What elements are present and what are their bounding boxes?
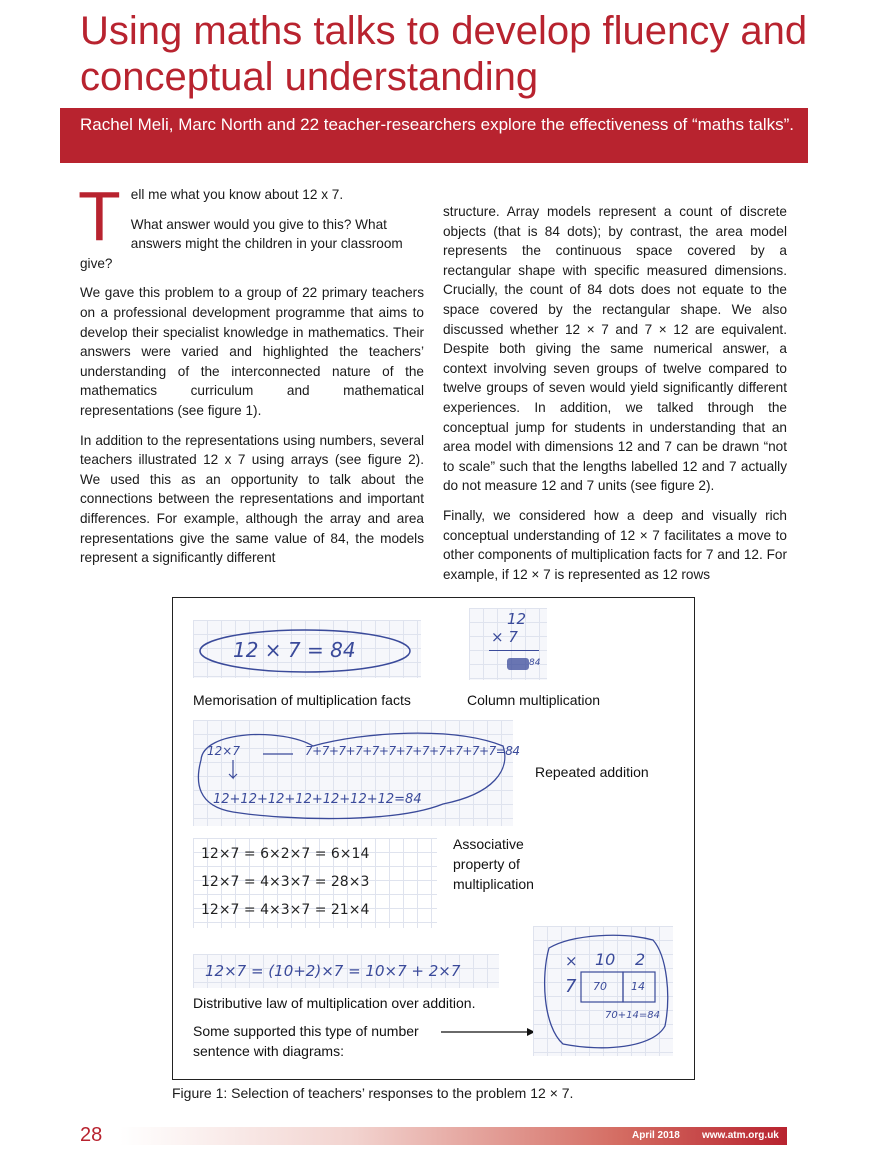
paragraph: structure. Array models represent a count of discrete objects (that is 84 dots); by contrast, the area model represents the continuous space covered by a rectangular shape with specific measured dimensions. Crucially, the count of 84 dots does not equate to the space covered by the rectangular shape. We also discussed whether 12 × 7 and 7 × 12 are equivalent. Despite both giving the same numerical answer, a context involving seven groups of twelve compared to twelve groups of seven would yield significantly different experiences. In addition, we talked through the conceptual jump for students in understanding that an area model with dimensions 12 and 7 can be drawn “not to scale” such that the lengths labelled 12 and 7 actually do not measure 12 and 7 units (see figure 2). [443, 204, 787, 494]
handwritten-assoc-1: 12×7 = 6×2×7 = 6×14 [201, 846, 370, 862]
area-header-10: 10 [595, 950, 616, 969]
left-column [78, 177, 424, 578]
page-number: 28 [80, 1124, 103, 1146]
label-column: Column multiplication [467, 692, 601, 708]
label-associative: Associative property of multiplication [453, 836, 534, 892]
standfirst-text: Rachel Meli, Marc North and 22 teacher-researchers explore the effectiveness of “maths talks”. [80, 115, 794, 134]
handwritten-repeated-twelves: 12+12+12+12+12+12+12=84 [213, 792, 422, 807]
footer-date: April 2018 [632, 1130, 680, 1141]
label-repeated: Repeated addition [535, 764, 649, 780]
label-memorisation: Memorisation of multiplication facts [193, 692, 411, 708]
distributive-sample [193, 954, 499, 988]
handwritten-repeated-sevens: 7+7+7+7+7+7+7+7+7+7+7+7=84 [305, 744, 520, 758]
arrow-right-icon [439, 1026, 539, 1038]
area-cell-14: 14 [631, 980, 645, 993]
paragraph: Finally, we considered how a deep and visually rich conceptual understanding of 12 × 7 facilitates a move to other components of multiplication facts for 7 and 12. For example, if 12 × 7 is represented as 12 rows [443, 507, 787, 582]
standfirst-banner [60, 108, 808, 163]
repeated-addition-sample [193, 720, 520, 826]
area-sum: 70+14=84 [605, 1010, 660, 1021]
paragraph: In addition to the representations using numbers, several teachers illustrated 12 x 7 using arrays (see figure 2). We used this as an opportunity to talk about the connections between the representations and important differences. For example, although the array and area representations give the same value of 84, the models represent a significantly different [80, 432, 424, 566]
handwritten-column-top: 12 [507, 610, 527, 628]
label-distributive: Distributive law of multiplication over addition. [193, 995, 476, 1011]
column-scribble [507, 658, 529, 670]
handwritten-column-result: 84 [529, 658, 541, 668]
handwritten-column-mid: × 7 [491, 628, 518, 646]
area-header-x: × [565, 952, 578, 970]
paragraph: We gave this problem to a group of 22 primary teachers on a professional development programme that aims to develop their specialist knowledge in mathematics. Their answers were varied and highlighted the teachers’ understanding of the interconnected nature of the mathematics curriculum and mathematical representations (see figure 1). [80, 285, 424, 418]
article-title: Using maths talks to develop fluency and conceptual understanding [80, 9, 808, 99]
column-underline [489, 650, 539, 651]
figure-1 [172, 597, 695, 1080]
paragraph: What answer would you give to this? What answers might the children in your classroom give? [80, 216, 403, 271]
footer-url[interactable]: www.atm.org.uk [702, 1130, 779, 1141]
handwritten-repeated-start: 12×7 [207, 744, 240, 758]
footer-bar [120, 1127, 787, 1145]
handwritten-assoc-3: 12×7 = 4×3×7 = 21×4 [201, 902, 370, 918]
area-header-2: 2 [635, 950, 646, 969]
handwritten-assoc-2: 12×7 = 4×3×7 = 28×3 [201, 874, 370, 890]
right-column [443, 202, 787, 594]
cloud-scribble-icon [193, 720, 513, 826]
column-sample [469, 608, 547, 680]
figure-caption: Figure 1: Selection of teachers’ responses to the problem 12 × 7. [172, 1085, 574, 1101]
handwritten-memorised: 12 × 7 = 84 [233, 638, 356, 662]
area-side-7: 7 [565, 976, 577, 997]
handwritten-distributive: 12×7 = (10+2)×7 = 10×7 + 2×7 [205, 962, 461, 980]
area-model-sample [533, 926, 673, 1056]
memorisation-sample [193, 620, 421, 678]
drop-cap: T [78, 177, 121, 255]
area-cell-70: 70 [593, 980, 607, 993]
label-supported: Some supported this type of number sentence with diagrams: [193, 1023, 419, 1059]
paragraph: ell me what you know about 12 x 7. [130, 187, 344, 202]
associative-sample [193, 838, 437, 928]
